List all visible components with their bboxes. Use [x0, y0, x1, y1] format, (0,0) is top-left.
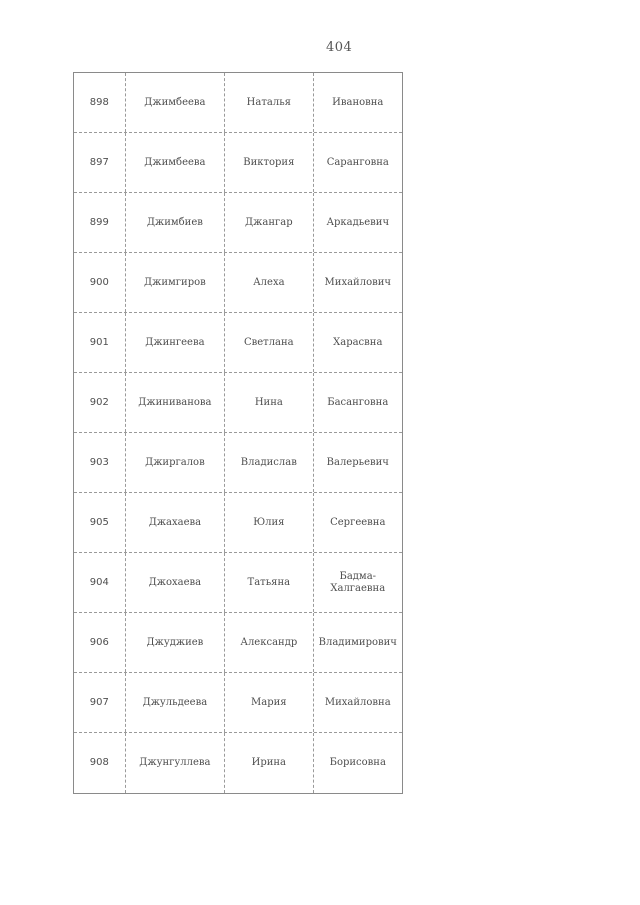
patronymic: Валерьевич	[326, 456, 389, 468]
patronymic: Михайловна	[324, 696, 391, 708]
table-row	[74, 193, 402, 253]
first-name: Виктория	[225, 133, 313, 192]
first-name: Александр	[225, 613, 313, 672]
last-name: Джульдеева	[126, 673, 225, 732]
last-name: Джахаева	[126, 493, 225, 552]
table-row	[74, 613, 402, 673]
last-name: Джимбиев	[126, 193, 225, 252]
row-number: 901	[74, 313, 126, 372]
patronymic: Бадма- Халгаевна	[330, 570, 386, 594]
first-name: Ирина	[225, 733, 313, 793]
patronymic: Саранговна	[326, 156, 389, 168]
patronymic: Харасвна	[333, 336, 383, 348]
row-number: 903	[74, 433, 126, 492]
patronymic: Басанговна	[327, 396, 389, 408]
last-name: Джимбеева	[126, 73, 225, 132]
first-name: Джангар	[225, 193, 313, 252]
row-number: 908	[74, 733, 126, 793]
first-name: Наталья	[225, 73, 313, 132]
row-number: 898	[74, 73, 126, 132]
last-name: Джиниванова	[126, 373, 225, 432]
row-number: 897	[74, 133, 126, 192]
row-number: 905	[74, 493, 126, 552]
page-number: 404	[326, 40, 353, 55]
first-name: Юлия	[225, 493, 313, 552]
last-name: Джингеева	[126, 313, 225, 372]
table-row	[74, 493, 402, 553]
first-name: Нина	[225, 373, 313, 432]
row-number: 907	[74, 673, 126, 732]
table-row	[74, 673, 402, 733]
names-table	[73, 72, 403, 794]
first-name: Мария	[225, 673, 313, 732]
row-number: 900	[74, 253, 126, 312]
patronymic: Ивановна	[332, 96, 384, 108]
row-number: 906	[74, 613, 126, 672]
patronymic: Михайлович	[324, 276, 391, 288]
last-name: Джунгуллева	[126, 733, 225, 793]
table-row	[74, 733, 402, 793]
patronymic: Аркадьевич	[326, 216, 390, 228]
table-row	[74, 133, 402, 193]
last-name: Джохаева	[126, 553, 225, 612]
first-name: Светлана	[225, 313, 313, 372]
patronymic: Владимирович	[318, 636, 397, 648]
table-row	[74, 433, 402, 493]
last-name: Джимгиров	[126, 253, 225, 312]
table-row	[74, 373, 402, 433]
patronymic: Борисовна	[329, 757, 386, 768]
first-name: Владислав	[225, 433, 313, 492]
table-row	[74, 73, 402, 133]
row-number: 899	[74, 193, 126, 252]
first-name: Алеха	[225, 253, 313, 312]
first-name: Татьяна	[225, 553, 313, 612]
last-name: Джуджиев	[126, 613, 225, 672]
row-number: 902	[74, 373, 126, 432]
table-row	[74, 313, 402, 373]
table-row	[74, 253, 402, 313]
last-name: Джимбеева	[126, 133, 225, 192]
patronymic: Сергеевна	[330, 516, 386, 528]
row-number: 904	[74, 553, 126, 612]
table-row	[74, 553, 402, 613]
last-name: Джиргалов	[126, 433, 225, 492]
